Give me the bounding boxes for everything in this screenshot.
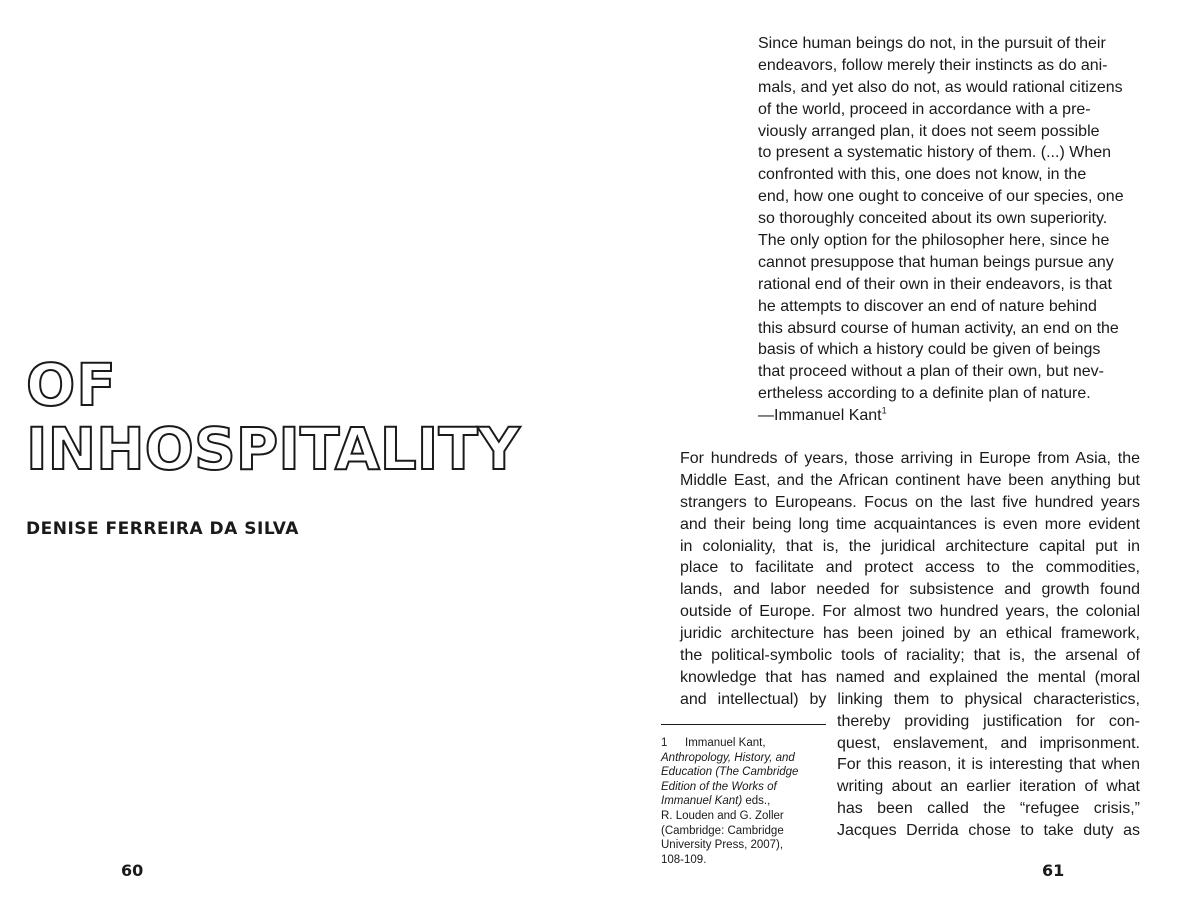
body-line: knowledge that has named and explained the mental (moral <box>680 668 1140 686</box>
epigraph-line: so thoroughly conceited about its own superiority. <box>758 210 1108 228</box>
epigraph-line: endeavors, follow merely their instincts as do ani- <box>758 56 1108 74</box>
body-line: and intellectual) by linking them to physical characteristics, <box>680 690 1140 708</box>
body-line: thereby providing justification for con- <box>837 712 1140 730</box>
epigraph-line: Since human beings do not, in the pursuit of their <box>758 35 1106 52</box>
body-line: writing about an earlier iteration of what <box>837 778 1140 796</box>
footnote-reference[interactable]: 1 <box>881 405 887 416</box>
footnote-author: Immanuel Kant, <box>685 737 766 749</box>
body-line: the political-symbolic tools of raciality; that is, the arsenal of <box>680 647 1140 665</box>
epigraph-line: to present a systematic history of them. (...) When <box>758 144 1112 162</box>
body-line: For hundreds of years, those arriving in Europe from Asia, the <box>680 450 1140 467</box>
epigraph-attribution <box>758 405 1143 427</box>
footnote <box>661 736 829 867</box>
epigraph-line: basis of which a history could be given of beings <box>758 341 1101 359</box>
footnote-line <box>661 751 829 766</box>
epigraph-line: The only option for the philosopher here, since he <box>758 232 1110 250</box>
footnote-line: University Press, 2007), <box>661 839 784 852</box>
epigraph-line: this absurd course of human activity, an end on the <box>758 319 1119 337</box>
epigraph-line: that proceed without a plan of their own, but nev- <box>758 363 1104 381</box>
body-line: Middle East, and the African continent have been anything but <box>680 471 1140 489</box>
epigraph-line: mals, and yet also do not, as would rational citizens <box>758 78 1123 96</box>
footnote-line <box>661 794 829 809</box>
body-line: and their being long time acquaintances is even more evident <box>680 515 1140 533</box>
body-line: has been called the “refugee crisis,” <box>837 800 1140 818</box>
footnote-rule <box>661 724 826 725</box>
chapter-title <box>26 351 520 483</box>
epigraph-line: of the world, proceed in accordance with a pre- <box>758 100 1091 118</box>
epigraph-line: he attempts to discover an end of nature behind <box>758 297 1097 315</box>
body-line: strangers to Europeans. Focus on the last five hundred years <box>680 493 1140 511</box>
epigraph-attribution-text: —Immanuel Kant <box>758 407 882 425</box>
footnote-eds: eds., <box>742 795 771 808</box>
footnote-line: R. Louden and G. Zoller <box>661 809 784 822</box>
footnote-line <box>661 736 829 751</box>
footnote-title: Immanuel Kant) <box>661 795 743 808</box>
footnote-line <box>661 780 829 795</box>
body-line: quest, enslavement, and imprisonment. <box>837 734 1140 752</box>
author-name: DENISE FERREIRA DA SILVA <box>26 519 299 539</box>
page-number-left: 60 <box>121 861 144 880</box>
footnote-title: Education (The Cambridge <box>661 766 799 779</box>
body-line: lands, and labor needed for subsistence and growth found <box>680 581 1140 599</box>
body-line: place to facilitate and protect access to the commodities, <box>680 559 1140 577</box>
epigraph-line: end, how one ought to conceive of our species, one <box>758 188 1124 206</box>
epigraph-line: viously arranged plan, it does not seem possible <box>758 122 1100 140</box>
epigraph <box>758 33 1143 427</box>
footnote-line <box>661 765 829 780</box>
footnote-line: (Cambridge: Cambridge <box>661 824 784 837</box>
chapter-title-line-2: INHOSPITALITY <box>26 415 520 483</box>
page-number-right: 61 <box>1042 861 1065 880</box>
epigraph-line: confronted with this, one does not know, in the <box>758 166 1087 184</box>
epigraph-line: cannot presuppose that human beings pursue any <box>758 253 1114 271</box>
body-line: outside of Europe. For almost two hundred years, the colonial <box>680 603 1140 621</box>
footnote-line: 108-109. <box>661 853 707 866</box>
body-line: For this reason, it is interesting that when <box>837 756 1140 774</box>
footnote-number: 1 <box>661 737 668 749</box>
epigraph-line: ertheless according to a definite plan of nature. <box>758 385 1091 403</box>
body-line: Jacques Derrida chose to take duty as <box>837 822 1140 840</box>
body-line: juridic architecture has been joined by an ethical framework, <box>680 625 1140 643</box>
body-line: in coloniality, that is, the juridical architecture capital put in <box>680 537 1140 555</box>
chapter-title-line-1: OF <box>26 351 117 419</box>
footnote-title: Anthropology, History, and <box>661 751 795 764</box>
footnote-title: Edition of the Works of <box>661 780 777 793</box>
epigraph-line: rational end of their own in their endeavors, is that <box>758 275 1112 293</box>
